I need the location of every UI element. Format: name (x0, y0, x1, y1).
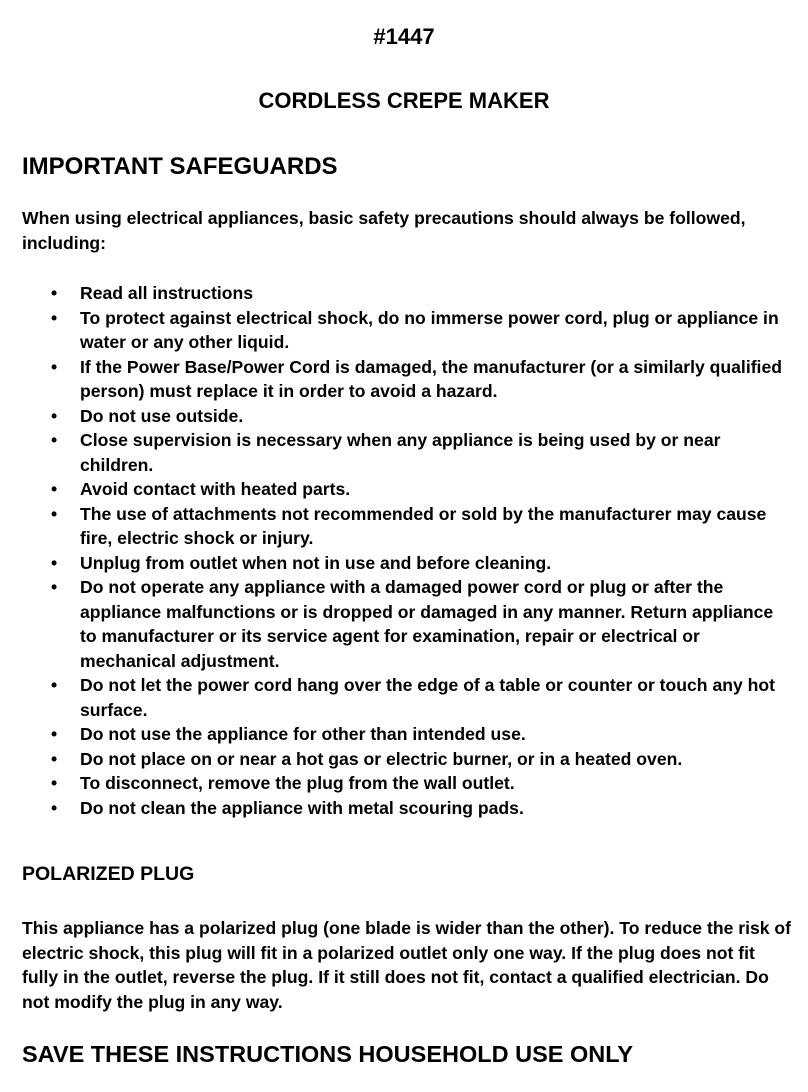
bullet-icon: • (51, 307, 58, 328)
bullet-icon: • (51, 479, 58, 499)
list-item (0, 747, 808, 772)
save-instructions-footer: SAVE THESE INSTRUCTIONS HOUSEHOLD USE ONLY (22, 1041, 634, 1067)
list-item-text: Close supervision is necessary when any appliance is being used by or near children. (80, 430, 721, 475)
bullet-icon: • (51, 577, 58, 597)
list-item-text: Do not use the appliance for other than intended use. (80, 724, 526, 744)
bullet-icon: • (51, 283, 58, 303)
safeguards-list (0, 281, 808, 820)
list-item-text: Read all instructions (80, 283, 254, 303)
list-item (0, 796, 808, 821)
list-item (0, 404, 808, 429)
list-item-text: To protect against electrical shock, do no immerse power cord, plug or appliance in water or any other liquid. (80, 307, 779, 352)
bullet-icon: • (51, 773, 58, 793)
safeguards-heading: IMPORTANT SAFEGUARDS (22, 153, 338, 180)
bullet-icon: • (51, 430, 58, 450)
bullet-icon: • (51, 748, 58, 769)
product-title: CORDLESS CREPE MAKER (258, 88, 550, 113)
list-item (0, 306, 808, 355)
list-item-text: Unplug from outlet when not in use and before cleaning. (80, 552, 552, 573)
list-item (0, 281, 808, 306)
list-item-text: Do not place on or near a hot gas or electric burner, or in a heated oven. (80, 748, 683, 769)
bullet-icon: • (51, 797, 58, 818)
list-item (0, 477, 808, 502)
list-item-text: Do not let the power cord hang over the edge of a table or counter or touch any hot surface. (80, 675, 776, 720)
bullet-icon: • (51, 552, 58, 573)
bullet-icon: • (51, 675, 58, 695)
polarized-plug-heading: POLARIZED PLUG (22, 863, 195, 885)
list-item (0, 575, 808, 673)
list-item (0, 722, 808, 747)
list-item (0, 355, 808, 404)
list-item (0, 428, 808, 477)
list-item-text: The use of attachments not recommended or sold by the manufacturer may cause fire, electric shock or injury. (80, 503, 767, 548)
list-item-text: Avoid contact with heated parts. (80, 479, 351, 499)
list-item (0, 771, 808, 796)
polarized-plug-text: This appliance has a polarized plug (one blade is wider than the other). To reduce the risk of electric shock, this plug will fit in a polarized outlet only one way. If the plug does not fit fully in the outlet, reverse the plug. If it still does not fit, contact a qualified electrician. Do not modify the plug in any way. (22, 918, 792, 1012)
list-item-text: If the Power Base/Power Cord is damaged, the manufacturer (or a similarly qualified person) must replace it in order to avoid a hazard. (80, 356, 782, 401)
model-number: #1447 (373, 24, 435, 49)
bullet-icon: • (51, 405, 58, 426)
list-item-text: Do not clean the appliance with metal scouring pads. (80, 797, 524, 818)
list-item-text: Do not operate any appliance with a damaged power cord or plug or after the appliance malfunctions or is dropped or damaged in any manner. Return appliance to manufacturer or its service agent for examination, repair or electrical or mechanical adjustment. (80, 577, 774, 671)
list-item (0, 673, 808, 722)
safeguards-intro: When using electrical appliances, basic safety precautions should always be followed, including: (22, 208, 746, 253)
list-item (0, 502, 808, 551)
list-item (0, 551, 808, 576)
list-item-text: Do not use outside. (80, 405, 244, 426)
bullet-icon: • (51, 503, 58, 524)
bullet-icon: • (51, 724, 58, 744)
bullet-icon: • (51, 356, 58, 377)
list-item-text: To disconnect, remove the plug from the wall outlet. (80, 773, 515, 793)
